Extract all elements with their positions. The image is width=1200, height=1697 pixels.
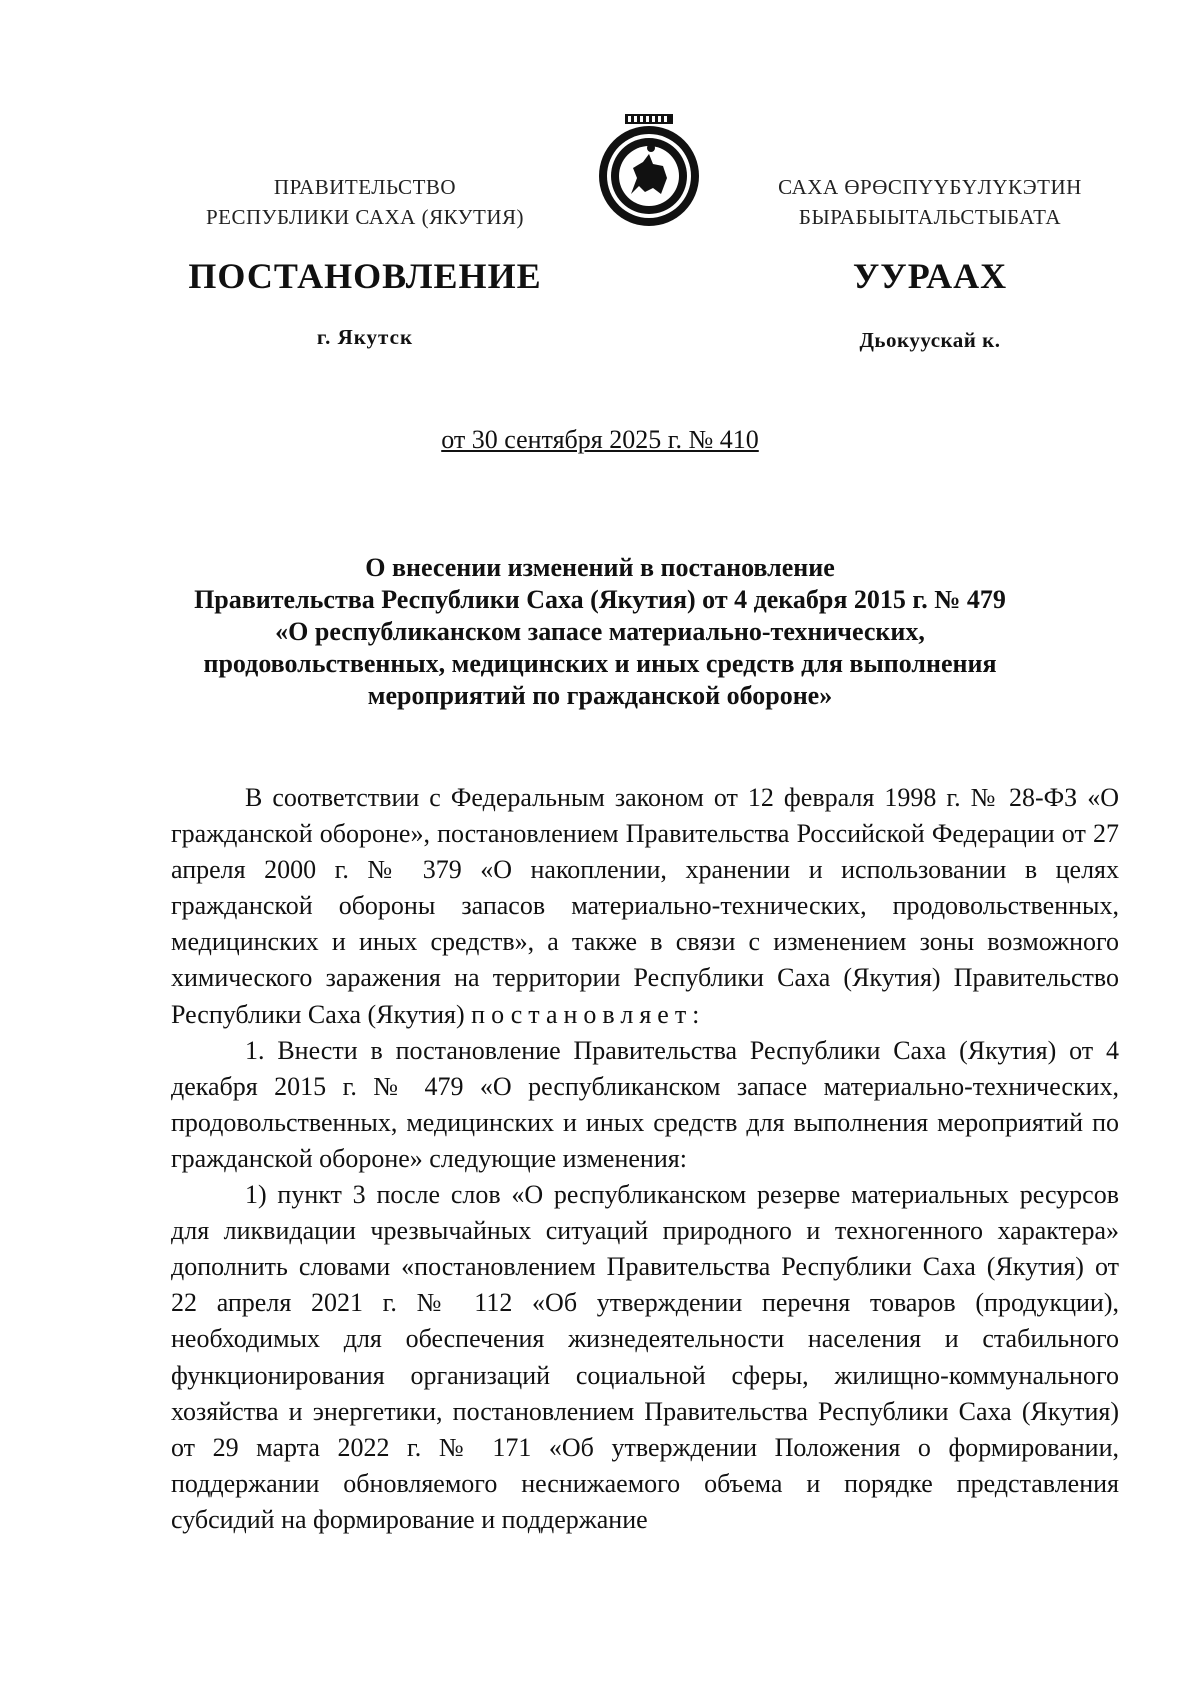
emblem-icon: [593, 112, 705, 230]
city-ru: г. Якутск: [316, 325, 414, 349]
issuer-ru: [180, 172, 550, 232]
title-line-1: О внесении изменений в постановление: [365, 553, 835, 582]
issuer-ru-line2: РЕСПУБЛИКИ САХА (ЯКУТИЯ): [205, 205, 525, 229]
doc-type-sakha: УУРААХ: [852, 256, 1008, 296]
issuer-sakha: [745, 172, 1115, 232]
document-title: [150, 552, 1050, 712]
title-line-3: «О республиканском запасе материально-технических,: [275, 617, 925, 646]
issuer-sakha-line1: САХА ӨРӨСПҮҮБҮЛҮКЭТИН: [778, 175, 1082, 199]
issuer-sakha-line2: БЫРАБЫЫТАЛЬСТЫБАТА: [798, 205, 1062, 229]
title-line-5: мероприятий по гражданской обороне»: [367, 681, 833, 710]
city-sakha: Дьокуускай к.: [859, 328, 1001, 352]
body-paragraph-2: 1. Внести в постановление Правительства Республики Саха (Якутия) от 4 декабря 2015 г. № 479 «О республиканском запасе материально-технических, продовольственных, медицинских и иных средств для выполнения мероприятий по гражданской обороне» следующие изменения:: [171, 1035, 1119, 1173]
doc-type-ru: ПОСТАНОВЛЕНИЕ: [188, 256, 542, 296]
body-paragraph-3: 1) пункт 3 после слов «О республиканском резерве материальных ресурсов для ликвидации чрезвычайных ситуаций природного и техногенного характера» дополнить словами «постановлением Правительства Республики Саха (Якутия) от 22 апреля 2021 г. № 112 «Об утверждении перечня товаров (продукции), необходимых для обеспечения жизнедеятельности населения и стабильного функционирования организаций социальной сферы, жилищно-коммунального хозяйства и энергетики, постановлением Правительства Республики Саха (Якутия) от 29 марта 2022 г. № 171 «Об утверждении Положения о формировании, поддержании обновляемого неснижаемого объема и порядке представления субсидий на формирование и поддержание: [171, 1180, 1119, 1534]
issuer-ru-line1: ПРАВИТЕЛЬСТВО: [273, 175, 457, 199]
document-body: [171, 780, 1119, 1538]
resolves-verb: постановляет:: [471, 999, 706, 1029]
body-paragraph-1: [171, 780, 1119, 1033]
paragraph-1-text: В соответствии с Федеральным законом от 12 февраля 1998 г. № 28-ФЗ «О гражданской обороне», постановлением Правительства Российской Федерации от 27 апреля 2000 г. № 379 «О накоплении, хранении и использовании в целях гражданской обороны запасов материально-технических, продовольственных, медицинских и иных средств», а также в связи с изменением зоны возможного химического заражения на территории Республики Саха (Якутия) Правительство Республики Саха (Якутия): [171, 783, 1119, 1029]
title-line-2: Правительства Республики Саха (Якутия) от 4 декабря 2015 г. № 479: [194, 585, 1006, 614]
decree-date-number: от 30 сентября 2025 г. № 410: [441, 425, 759, 454]
title-line-4: продовольственных, медицинских и иных средств для выполнения: [203, 649, 997, 678]
